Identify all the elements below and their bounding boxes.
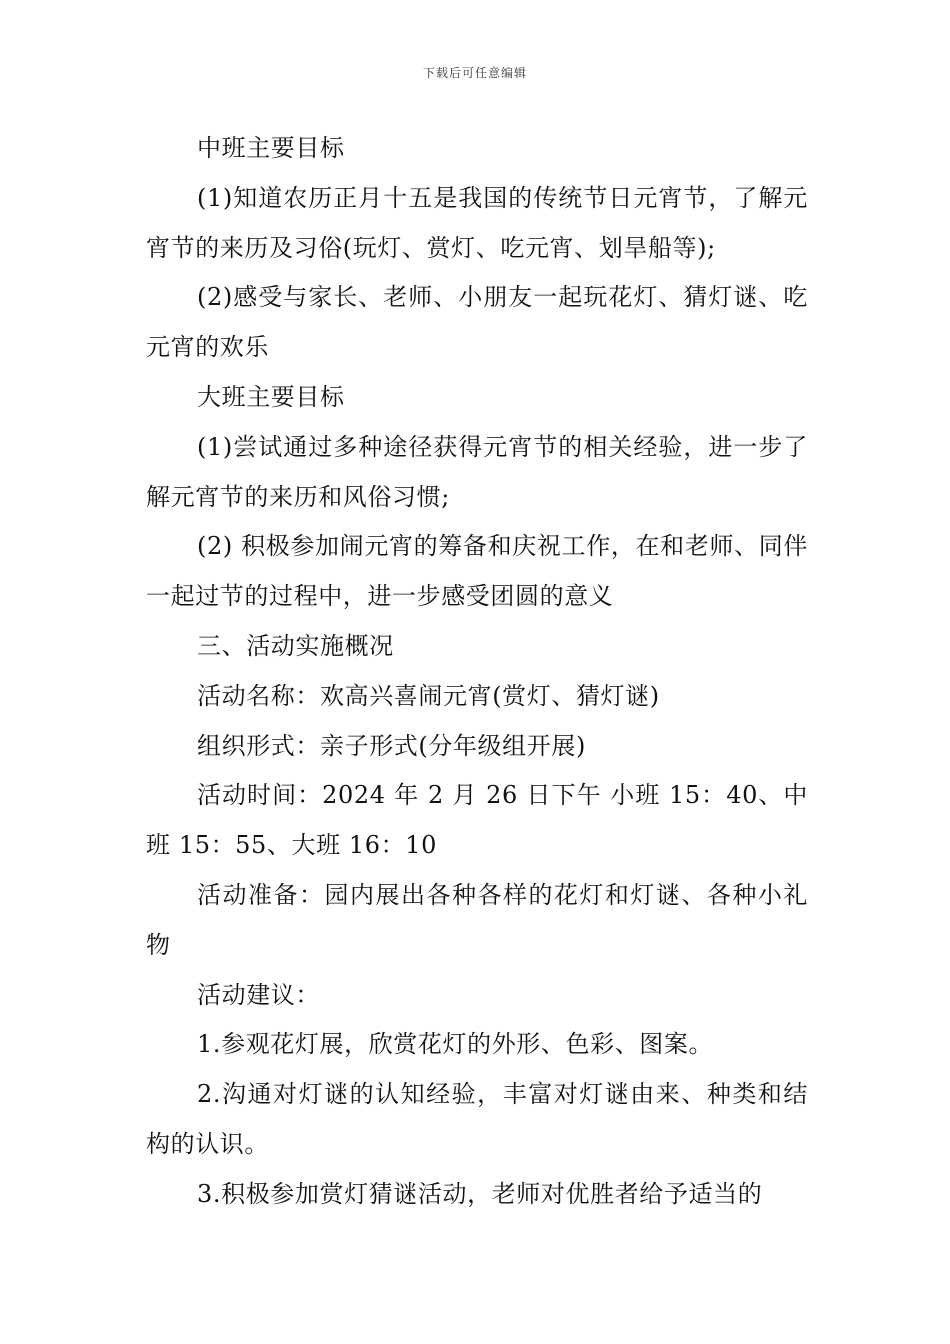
- page-header-note: 下载后可任意编辑: [422, 66, 527, 80]
- activity-time: 活动时间：2024 年 2 月 26 日下午 小班 15：40、中班 15：55、大班 16：10: [146, 781, 808, 860]
- paragraph-middle-goal-2: (2)感受与家长、老师、小朋友一起玩花灯、猜灯谜、吃元宵的欢乐: [146, 283, 808, 362]
- heading-middle-class-goals: 中班主要目标: [197, 134, 345, 162]
- activity-name: 活动名称：欢高兴喜闹元宵(赏灯、猜灯谜): [197, 681, 660, 710]
- paragraph-senior-goal-1: (1)尝试通过多种途径获得元宵节的相关经验，进一步了解元宵节的来历和风俗习惯;: [146, 432, 808, 511]
- paragraph-middle-goal-1: (1)知道农历正月十五是我国的传统节日元宵节，了解元宵节的来历及习俗(玩灯、赏灯、吃元宵、划旱船等);: [146, 183, 808, 262]
- activity-suggestions-heading: 活动建议：: [197, 980, 320, 1009]
- suggestion-item-2: 2.沟通对灯谜的认知经验，丰富对灯谜由来、种类和结构的认识。: [146, 1080, 808, 1158]
- heading-senior-class-goals: 大班主要目标: [197, 382, 345, 411]
- suggestion-item-3: 3.积极参加赏灯猜谜活动，老师对优胜者给予适当的: [197, 1179, 763, 1208]
- activity-preparation: 活动准备：园内展出各种各样的花灯和灯谜、各种小礼物: [146, 880, 808, 959]
- activity-format: 组织形式：亲子形式(分年级组开展): [197, 731, 586, 760]
- suggestion-item-1: 1.参观花灯展，欣赏花灯的外形、色彩、图案。: [197, 1030, 714, 1059]
- paragraph-senior-goal-2: (2) 积极参加闹元宵的筹备和庆祝工作，在和老师、同伴一起过节的过程中，进一步感受团圆的意义: [146, 532, 808, 611]
- section-heading-activity-overview: 三、活动实施概况: [197, 631, 394, 660]
- document-body: [146, 124, 808, 1220]
